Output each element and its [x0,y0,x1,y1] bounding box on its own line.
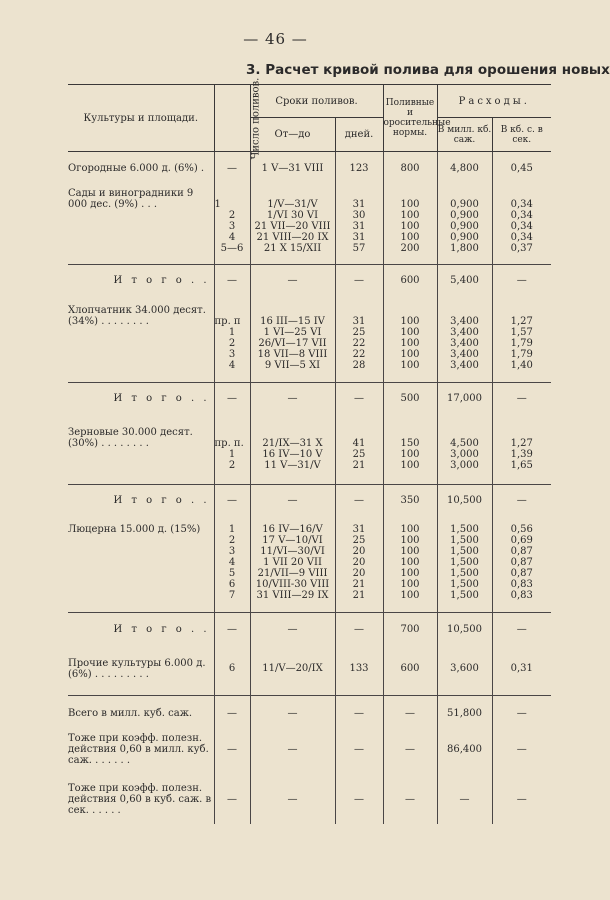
crop-label: Прочие культуры 6.000 д. (6%) . . . . . . . . . [68,655,214,683]
cell-period: 16 IV—10 V [250,449,335,460]
cell-norm: 100 [383,360,437,371]
irrigation-table [68,77,551,824]
cell-mln: 3,000 [437,460,492,471]
table-row [68,360,551,371]
cell-mln: 10,500 [437,485,492,517]
cell-sec: 0,37 [492,243,551,254]
cell-norm: 100 [383,316,437,327]
spacer-row [68,601,551,613]
total-label: И т о г о . . [68,613,214,647]
cell-period: 16 III—15 IV [250,316,335,327]
table-row [68,427,551,438]
cell-norm: 100 [383,199,437,210]
cell-period: 21 VIII—20 IX [250,232,335,243]
cell-n: 5 [214,568,250,579]
cell-days: 31 [335,232,383,243]
table-row [68,579,551,590]
cell-days: 22 [335,338,383,349]
cell-mln: 1,800 [437,243,492,254]
cell-mln: 0,900 [437,232,492,243]
table-row [68,449,551,460]
cell-period: 21/VII—9 VIII [250,568,335,579]
cell-days: — [335,724,383,776]
cell-mln: 1,500 [437,590,492,601]
cell-norm: 200 [383,243,437,254]
cell-n: 3 [214,221,250,232]
cell-sec: — [492,776,551,824]
cell-sec: 0,56 [492,524,551,535]
cell-norm: 500 [383,383,437,415]
cell-norm: — [383,776,437,824]
cell-n: 4 [214,232,250,243]
cell-n: — [214,265,250,297]
cell-n: 6 [214,579,250,590]
table-row [68,160,551,178]
cell-days: 31 [335,524,383,535]
header-mln-cub: В милл. кб. саж. [437,118,492,152]
cell-period: 1/V—31/V [250,199,335,210]
header-num-waterings-text: Число поливов. [249,77,261,159]
header-expenses: Расходы. [437,85,551,118]
cell-days: 21 [335,590,383,601]
cell-n: 1 [214,524,250,535]
cell-period: — [250,485,335,517]
table-row [68,535,551,546]
cell-mln: 1,500 [437,524,492,535]
cell-norm: 100 [383,579,437,590]
cell-days: 25 [335,449,383,460]
table-row [68,460,551,471]
crop-label: Люцерна 15.000 д. (15%) [68,524,214,535]
cell-norm: 800 [383,160,437,178]
cell-mln: 86,400 [437,724,492,776]
total-label: И т о г о . . [68,383,214,415]
cell-period: 1 VI—25 VI [250,327,335,338]
cell-sec: 0,87 [492,568,551,579]
cell-sec: — [492,704,551,724]
table-row [68,349,551,360]
cell-sec: 0,34 [492,199,551,210]
table-row [68,232,551,243]
table-row [68,327,551,338]
cell-norm: — [383,724,437,776]
cell-mln: 51,800 [437,704,492,724]
cell-period: 11/VI—30/VI [250,546,335,557]
cell-days: 21 [335,579,383,590]
cell-sec: 0,31 [492,655,551,683]
summary-row [68,724,551,776]
summary-label: Тоже при коэфф. полезн. действия 0,60 в куб. саж. в сек. . . . . . [68,776,214,824]
crop-label: Зерновые 30.000 десят. (30%) . . . . . . . . [68,427,214,449]
cell-n: 1 [214,199,250,210]
crop-label: Хлопчатник 34.000 десят. (34%) . . . . . . . . [68,305,214,327]
cell-n: — [214,613,250,647]
cell-norm: — [383,704,437,724]
cell-mln: 1,500 [437,579,492,590]
cell-sec: 0,34 [492,221,551,232]
cell-n: пр. п [214,316,250,327]
cell-mln: 5,400 [437,265,492,297]
spacer-row [68,415,551,427]
cell-n: — [214,383,250,415]
header-days: дней. [335,118,383,152]
cell-days: 20 [335,557,383,568]
cell-sec: 1,79 [492,338,551,349]
cell-sec: 1,57 [492,327,551,338]
cell-period: 1 V—31 VIII [250,160,335,178]
cell-sec: 0,69 [492,535,551,546]
cell-days: 30 [335,210,383,221]
cell-sec: 1,65 [492,460,551,471]
cell-sec: 0,34 [492,210,551,221]
total-label: И т о г о . . [68,265,214,297]
cell-period: 17 V—10/VI [250,535,335,546]
cell-norm: 100 [383,338,437,349]
table-row [68,188,551,199]
spacer-row [68,517,551,524]
cell-mln: 3,400 [437,327,492,338]
cell-n: — [214,485,250,517]
cell-n: 1 [214,449,250,460]
cell-mln: — [437,776,492,824]
crop-label: Сады и виноградники 9 000 дес. (9%) . . . [68,188,214,210]
page-number: — 46 — [243,30,308,48]
cell-mln: 1,500 [437,568,492,579]
cell-days: 21 [335,460,383,471]
header-periods: Сроки поливов. [250,85,383,118]
cell-mln: 3,400 [437,316,492,327]
cell-norm: 100 [383,232,437,243]
cell-sec: 1,40 [492,360,551,371]
cell-mln: 1,500 [437,535,492,546]
spacer-row [68,371,551,383]
cell-n: 2 [214,210,250,221]
total-row [68,265,551,297]
cell-period: 10/VIII-30 VIII [250,579,335,590]
cell-norm: 600 [383,265,437,297]
cell-sec: — [492,383,551,415]
total-row [68,613,551,647]
cell-days: 31 [335,316,383,327]
cell-n: 3 [214,546,250,557]
cell-days: 57 [335,243,383,254]
cell-period: 11/V—20/IX [250,655,335,683]
cell-mln: 3,400 [437,338,492,349]
cell-days: 41 [335,438,383,449]
cell-n: 2 [214,460,250,471]
cell-days: 31 [335,221,383,232]
cell-n: 7 [214,590,250,601]
cell-period: 21/IX—31 X [250,438,335,449]
header-cub-sec: В кб. с. в сек. [492,118,551,152]
cell-norm: 100 [383,460,437,471]
cell-period: 9 VII—5 XI [250,360,335,371]
cell-period: 1 VII 20 VII [250,557,335,568]
cell-n: 6 [214,655,250,683]
cell-sec: — [492,265,551,297]
cell-days: — [335,485,383,517]
cell-n: — [214,776,250,824]
cell-days: 28 [335,360,383,371]
cell-norm: 600 [383,655,437,683]
cell-sec: — [492,485,551,517]
table-row [68,655,551,683]
cell-mln: 0,900 [437,221,492,232]
cell-period: 16 IV—16/V [250,524,335,535]
cell-mln: 3,000 [437,449,492,460]
summary-label: Тоже при коэфф. полезн. действия 0,60 в милл. куб. саж. . . . . . . [68,724,214,776]
cell-period: 26/VI—17 VII [250,338,335,349]
total-row [68,383,551,415]
cell-sec: 0,45 [492,160,551,178]
cell-sec: — [492,724,551,776]
cell-days: 25 [335,535,383,546]
cell-norm: 100 [383,590,437,601]
spacer-row [68,683,551,696]
header-norms: Поливные и оросительные нормы. [383,85,437,152]
header-crops: Культуры и площади. [68,85,214,152]
table-row [68,221,551,232]
summary-label: Всего в милл. куб. саж. [68,704,214,724]
cell-norm: 100 [383,568,437,579]
cell-days: 31 [335,199,383,210]
cell-n: 5—6 [214,243,250,254]
cell-mln: 17,000 [437,383,492,415]
cell-sec: 0,83 [492,590,551,601]
cell-mln: 10,500 [437,613,492,647]
header-num-waterings [214,77,261,159]
irrigation-table-wrap [68,77,551,824]
cell-period: 11 V—31/V [250,460,335,471]
cell-n: — [214,160,250,178]
cell-sec: 0,34 [492,232,551,243]
cell-n: 2 [214,535,250,546]
table-row [68,210,551,221]
cell-norm: 100 [383,557,437,568]
summary-row [68,704,551,724]
cell-n: — [214,704,250,724]
spacer-row [68,647,551,655]
cell-mln: 4,800 [437,160,492,178]
cell-days: 25 [335,327,383,338]
cell-sec: 0,87 [492,546,551,557]
cell-norm: 700 [383,613,437,647]
cell-n: 4 [214,360,250,371]
spacer-row [68,178,551,188]
cell-sec: 1,79 [492,349,551,360]
cell-sec: 0,87 [492,557,551,568]
cell-n: 2 [214,338,250,349]
spacer-row [68,696,551,704]
table-body [68,152,551,824]
cell-mln: 0,900 [437,210,492,221]
cell-days: 123 [335,160,383,178]
table-row [68,568,551,579]
cell-sec: 1,27 [492,316,551,327]
table-row [68,546,551,557]
table-row [68,243,551,254]
cell-norm: 350 [383,485,437,517]
cell-norm: 100 [383,449,437,460]
cell-period: — [250,613,335,647]
cell-period: 21 X 15/XII [250,243,335,254]
cell-norm: 100 [383,524,437,535]
cell-mln: 4,500 [437,438,492,449]
cell-norm: 100 [383,221,437,232]
cell-period: — [250,724,335,776]
cell-norm: 100 [383,327,437,338]
cell-mln: 1,500 [437,546,492,557]
total-label: И т о г о . . [68,485,214,517]
cell-days: — [335,383,383,415]
cell-mln: 3,600 [437,655,492,683]
cell-norm: 100 [383,546,437,557]
cell-norm: 100 [383,349,437,360]
cell-period: 31 VIII—29 IX [250,590,335,601]
cell-norm: 100 [383,535,437,546]
cell-days: — [335,704,383,724]
cell-period: — [250,776,335,824]
cell-period: 18 VII—8 VIII [250,349,335,360]
cell-n: — [214,724,250,776]
cell-norm: 150 [383,438,437,449]
cell-days: 20 [335,568,383,579]
cell-sec: 0,83 [492,579,551,590]
table-row [68,590,551,601]
cell-mln: 1,500 [437,557,492,568]
cell-period: 21 VII—20 VIII [250,221,335,232]
crop-label: Огородные 6.000 д. (6%) . [68,160,214,178]
table-heading: 3. Расчет кривой полива для орошения новых [246,62,610,78]
cell-days: — [335,776,383,824]
cell-period: 1/VI 30 VI [250,210,335,221]
spacer-row [68,254,551,265]
cell-days: — [335,613,383,647]
table-row [68,338,551,349]
cell-sec: 1,27 [492,438,551,449]
cell-n: 4 [214,557,250,568]
cell-days: 133 [335,655,383,683]
cell-n: пр. п. [214,438,250,449]
cell-days: 22 [335,349,383,360]
total-row [68,485,551,517]
cell-n: 3 [214,349,250,360]
cell-period: — [250,383,335,415]
table-row [68,524,551,535]
table-row [68,305,551,316]
cell-sec: — [492,613,551,647]
cell-mln: 3,400 [437,360,492,371]
cell-norm: 100 [383,210,437,221]
cell-mln: 3,400 [437,349,492,360]
header-from-to: От—до [250,118,335,152]
cell-mln: 0,900 [437,199,492,210]
spacer-row [68,471,551,485]
cell-period: — [250,704,335,724]
spacer-row [68,297,551,305]
cell-n: 1 [214,327,250,338]
spacer-row [68,152,551,160]
cell-sec: 1,39 [492,449,551,460]
cell-days: — [335,265,383,297]
summary-row [68,776,551,824]
table-header [68,77,551,159]
table-row [68,557,551,568]
cell-days: 20 [335,546,383,557]
cell-period: — [250,265,335,297]
